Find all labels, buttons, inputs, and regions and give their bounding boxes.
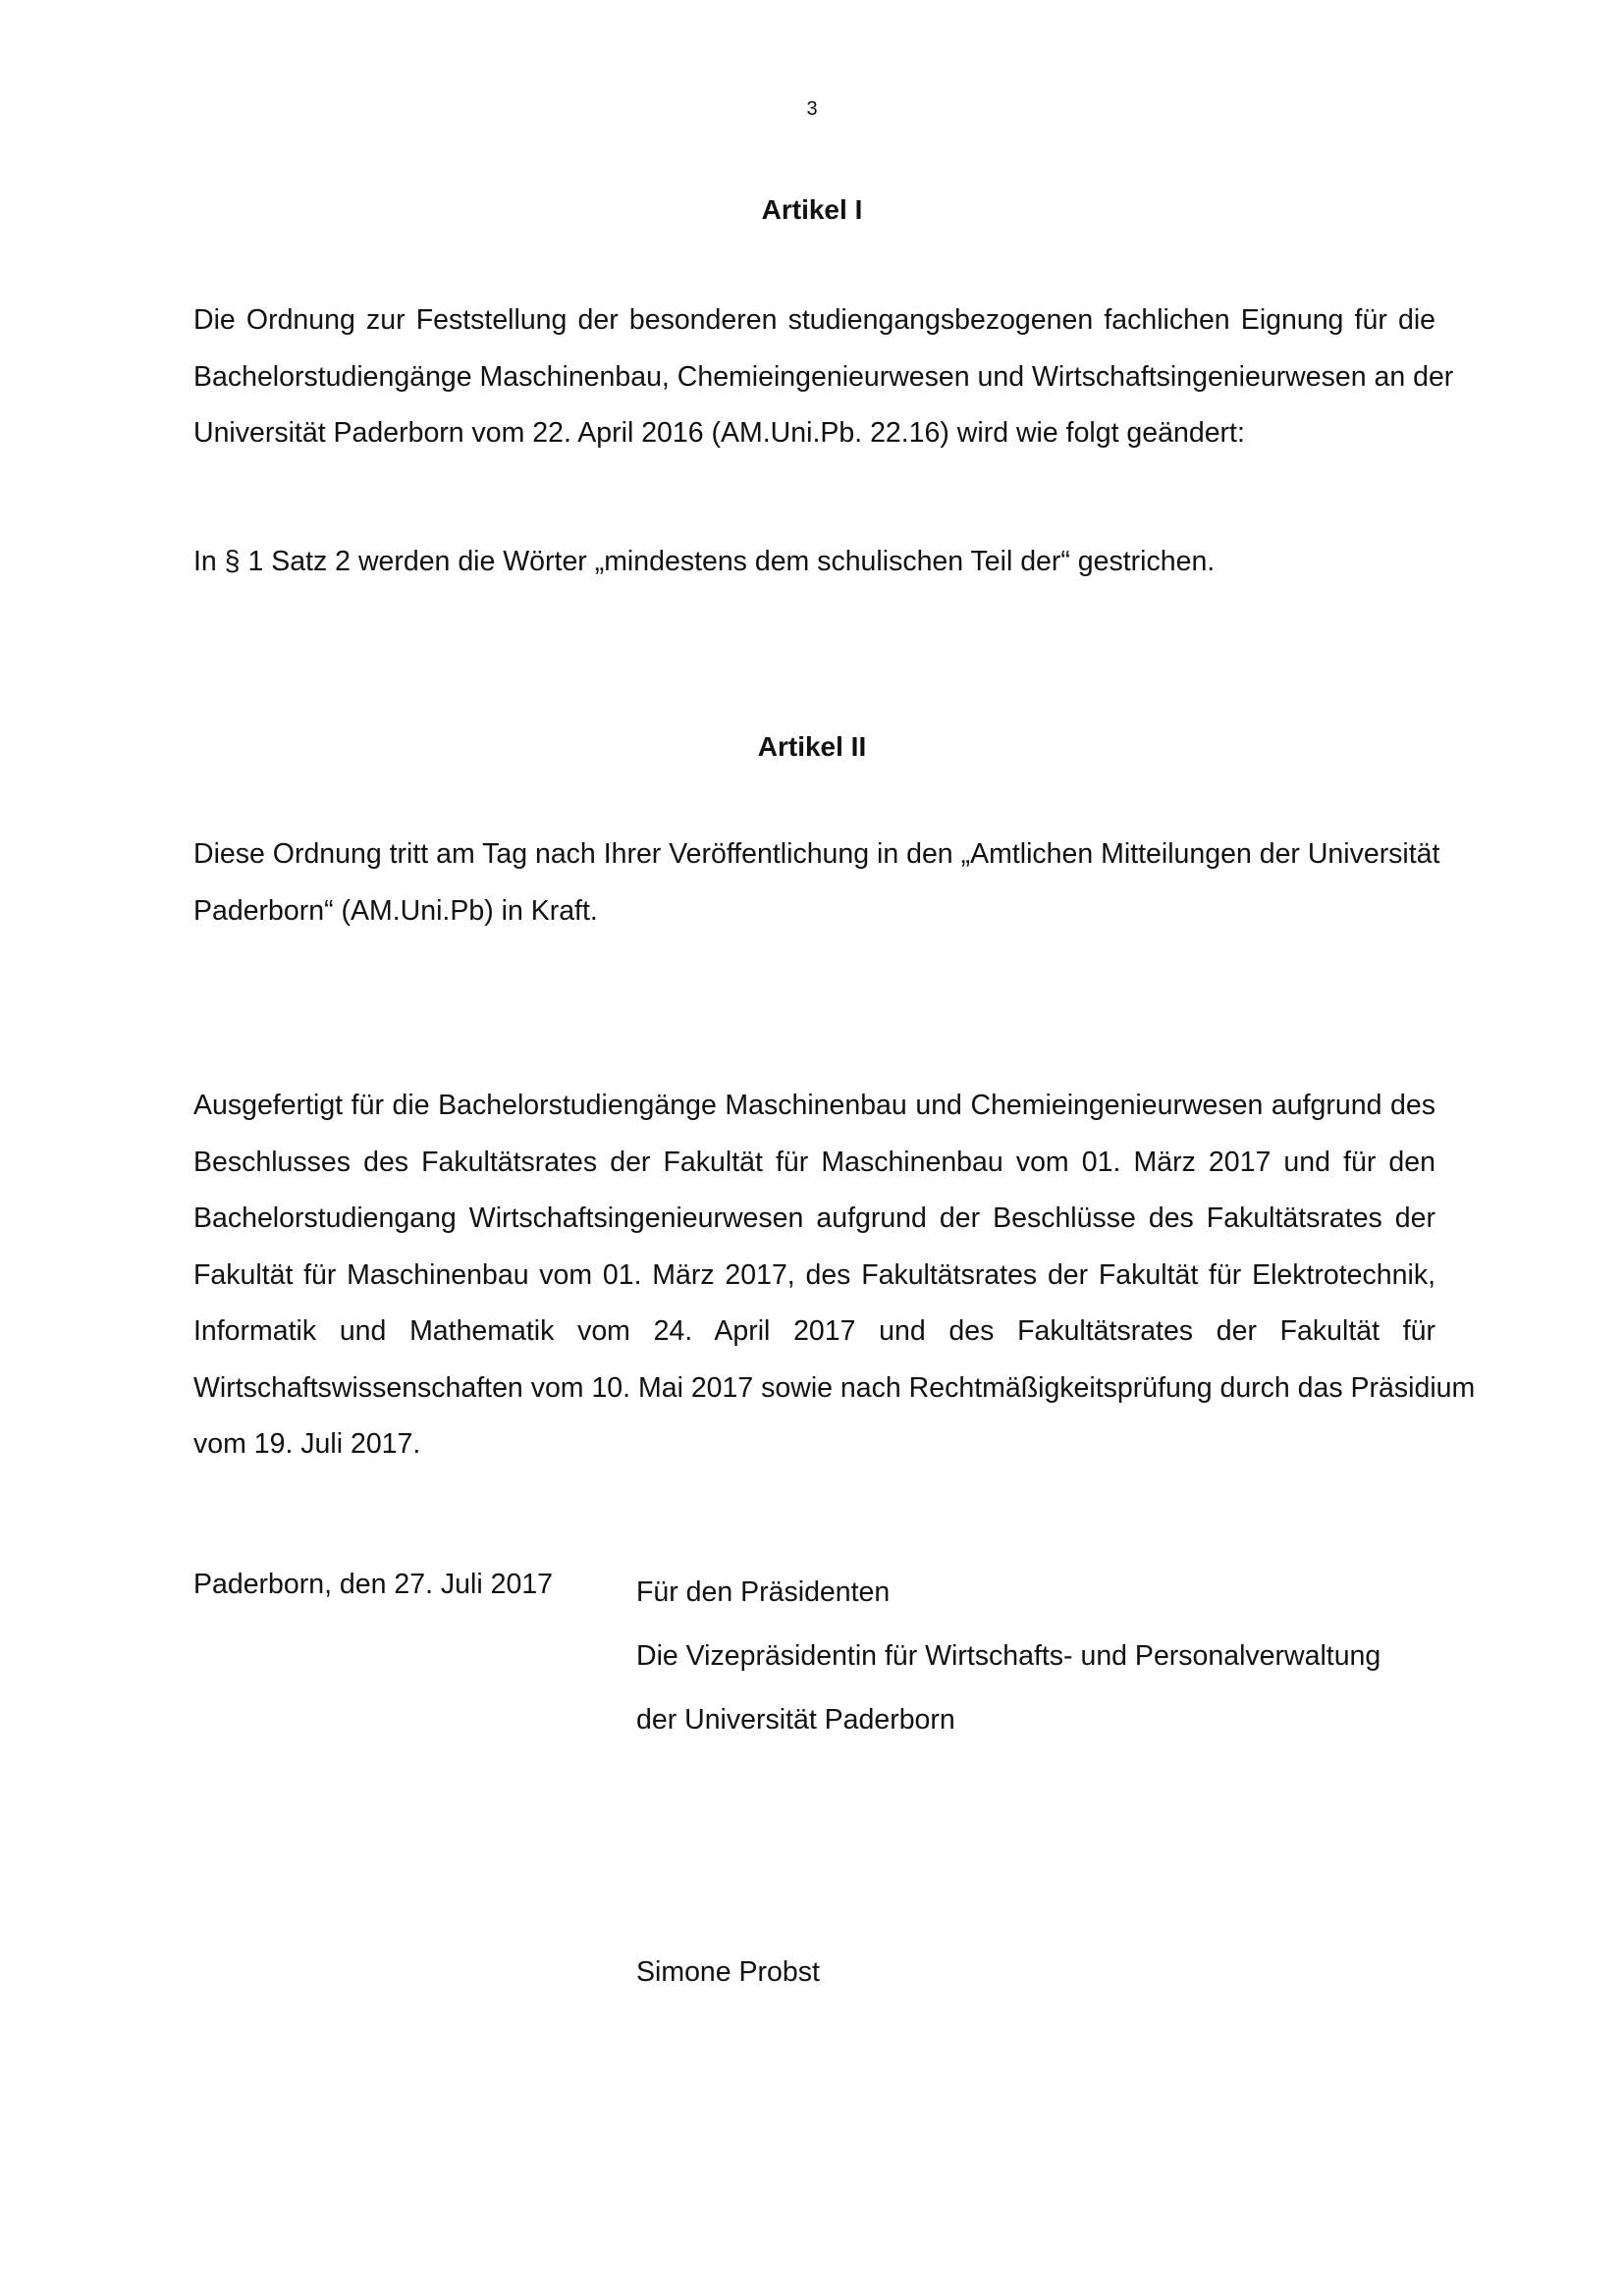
issuance-line: Beschlusses des Fakultätsrates der Fakultät für Maschinenbau vom 01. März 2017 und für den bbox=[193, 1146, 1435, 1178]
article-2-text bbox=[193, 827, 1440, 939]
issuance-line: Fakultät für Maschinenbau vom 01. März 2017, des Fakultätsrates der Fakultät für Elektrotechnik, bbox=[193, 1258, 1435, 1291]
issuance-line: Bachelorstudiengang Wirtschaftsingenieurwesen aufgrund der Beschlüsse des Fakultätsrates der bbox=[193, 1202, 1435, 1234]
issuance-line: Informatik und Mathematik vom 24. April 2017 und des Fakultätsrates der Fakultät für bbox=[193, 1315, 1435, 1347]
article-1-amendment: In § 1 Satz 2 werden die Wörter „mindestens dem schulischen Teil der“ gestrichen. bbox=[193, 546, 1216, 577]
signature-place-date: Paderborn, den 27. Juli 2017 bbox=[193, 1569, 554, 1600]
article-2-line: Diese Ordnung tritt am Tag nach Ihrer Veröffentlichung in den „Amtlichen Mitteilungen der Universität bbox=[193, 838, 1440, 870]
issuance-paragraph bbox=[193, 1078, 1476, 1473]
issuance-line: Ausgefertigt für die Bachelorstudiengänge Maschinenbau und Chemieingenieurwesen aufgrund des bbox=[193, 1090, 1435, 1121]
issuance-line: Wirtschaftswissenschaften vom 10. Mai 2017 sowie nach Rechtmäßigkeitsprüfung durch das Präsidium bbox=[193, 1371, 1476, 1404]
article-1-intro-line: Bachelorstudiengänge Maschinenbau, Chemieingenieurwesen und Wirtschaftsingenieurwesen an der bbox=[193, 360, 1454, 393]
article-1-intro bbox=[193, 293, 1454, 462]
signature-block bbox=[636, 1561, 1380, 1752]
issuance-line: vom 19. Juli 2017. bbox=[193, 1428, 421, 1460]
article-2-line: Paderborn“ (AM.Uni.Pb) in Kraft. bbox=[193, 894, 598, 927]
signature-line: der Universität Paderborn bbox=[636, 1704, 955, 1735]
article-2-heading: Artikel II bbox=[757, 731, 867, 762]
signature-line: Die Vizepräsidentin für Wirtschafts- und Personalverwaltung bbox=[636, 1640, 1381, 1672]
signature-line: Für den Präsidenten bbox=[636, 1576, 891, 1608]
article-1-heading: Artikel I bbox=[761, 194, 863, 225]
page-number: 3 bbox=[806, 98, 818, 120]
signatory-name: Simone Probst bbox=[636, 1956, 820, 1988]
article-1-intro-line: Die Ordnung zur Feststellung der besonderen studiengangsbezogenen fachlichen Eignung für die bbox=[193, 304, 1435, 336]
article-1-intro-line: Universität Paderborn vom 22. April 2016 (AM.Uni.Pb. 22.16) wird wie folgt geändert: bbox=[193, 417, 1245, 449]
